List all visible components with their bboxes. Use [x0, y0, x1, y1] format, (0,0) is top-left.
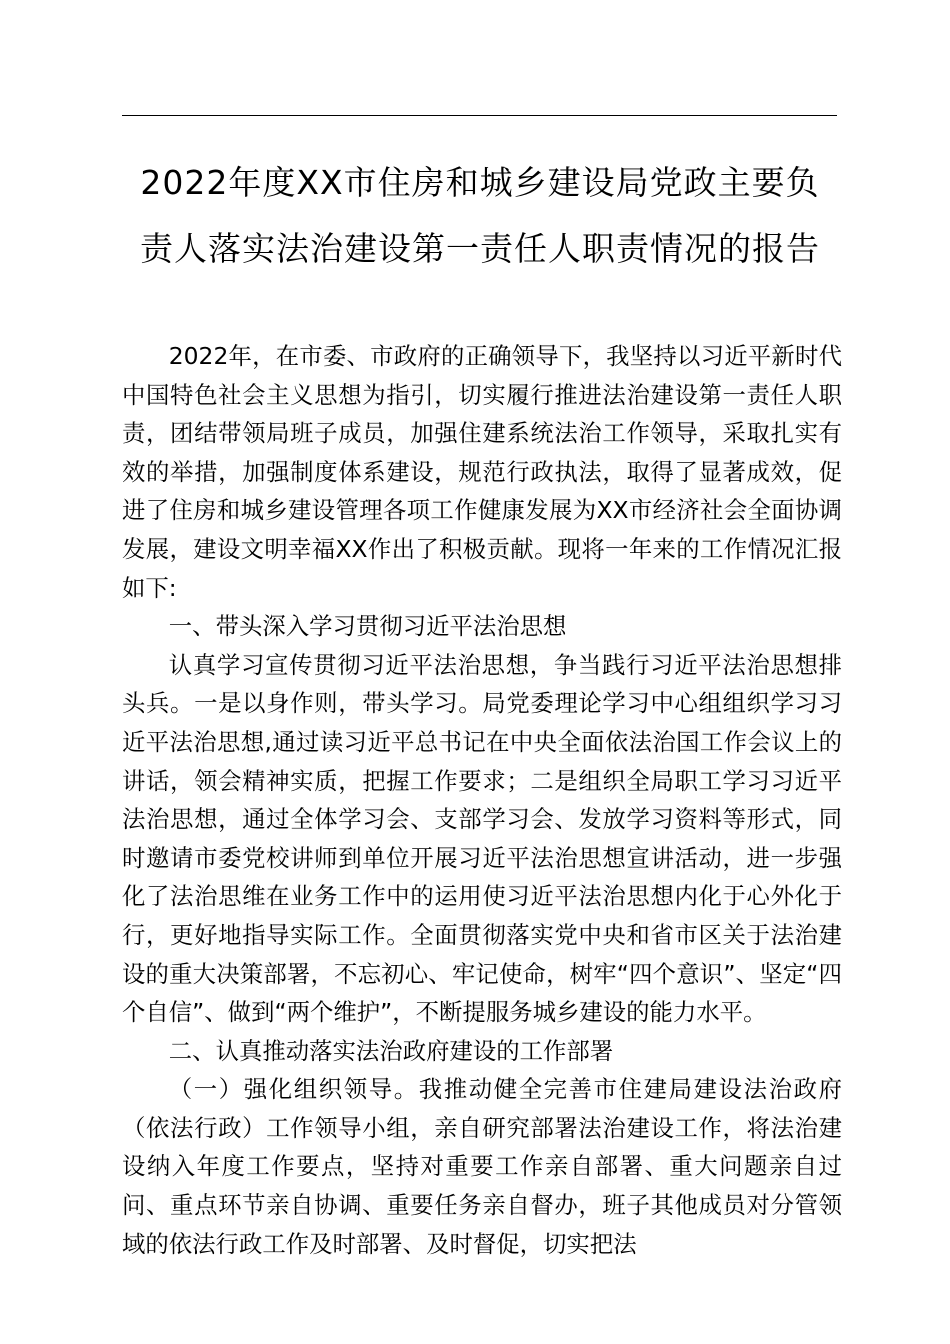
header-rule [122, 115, 837, 116]
paragraph-intro: 2022年，在市委、市政府的正确领导下，我坚持以习近平新时代中国特色社会主义思想为指引，切实履行推进法治建设第一责任人职责，团结带领局班子成员，加强住建系统法治工作领导，采取扎实有效的举措，加强制度体系建设，规范行政执法，取得了显著成效，促进了住房和城乡建设管理各项工作健康发展为XX市经济社会全面协调发展，建设文明幸福XX作出了积极贡献。现将一年来的工作情况汇报如下: [122, 342, 842, 602]
document-title [110, 150, 850, 282]
title-line-1: 2022年度XX市住房和城乡建设局党政主要负 [140, 163, 820, 202]
title-line-2: 责人落实法治建设第一责任人职责情况的报告 [140, 229, 820, 268]
section-heading-2: 二、认真推动落实法治政府建设的工作部署 [168, 1036, 614, 1065]
section-heading-1: 一、带头深入学习贯彻习近平法治思想 [168, 612, 567, 641]
document-body [122, 337, 842, 1263]
paragraph-section-2-1: （一）强化组织领导。我推动健全完善市住建局建设法治政府（依法行政）工作领导小组，亲自研究部署法治建设工作，将法治建设纳入年度工作要点，坚持对重要工作亲自部署、重大问题亲自过问、重点环节亲自协调、重要任务亲自督办，班子其他成员对分管领域的依法行政工作及时部署、及时督促，切实把法 [122, 1075, 842, 1258]
paragraph-section-1: 认真学习宣传贯彻习近平法治思想，争当践行习近平法治思想排头兵。一是以身作则，带头学习。局党委理论学习中心组组织学习习近平法治思想,通过读习近平总书记在中央全面依法治国工作会议上的讲话，领会精神实质，把握工作要求；二是组织全局职工学习习近平法治思想，通过全体学习会、支部学习会、发放学习资料等形式，同时邀请市委党校讲师到单位开展习近平法治思想宣讲活动，进一步强化了法治思维在业务工作中的运用使习近平法治思想内化于心外化于行，更好地指导实际工作。全面贯彻落实党中央和省市区关于法治建设的重大决策部署，不忘初心、牢记使命，树牢“四个意识”、坚定“四个自信”、做到“两个维护”，不断提服务城乡建设的能力水平。 [122, 650, 842, 1027]
